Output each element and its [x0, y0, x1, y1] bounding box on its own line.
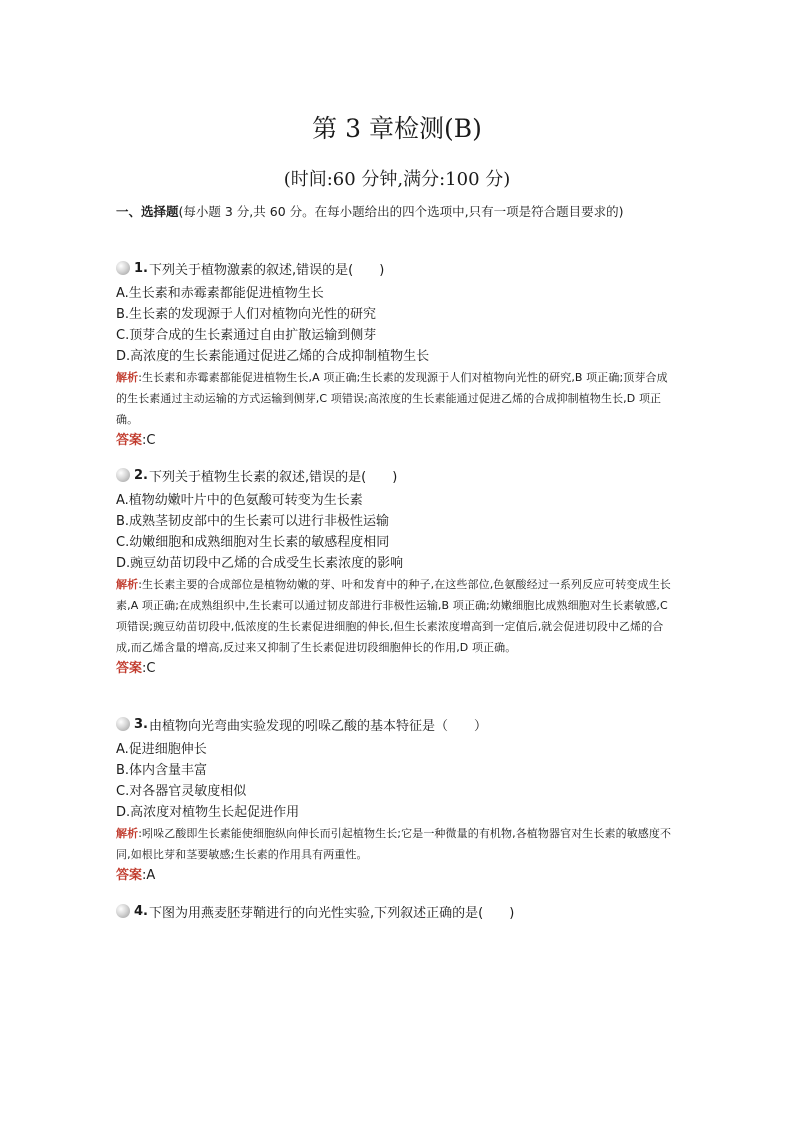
section-heading	[116, 202, 676, 222]
answer-label: 答案	[116, 868, 143, 883]
option-b: B.体内含量丰富	[116, 763, 208, 778]
analysis-text: :吲哚乙酸即生长素能使细胞纵向伸长而引起植物生长;它是一种微量的有机物,各植物器官对生长素的敏感度不同,如根比芽和茎要敏感;生长素的作用具有两重性。	[116, 827, 672, 861]
question-number: 1.	[134, 260, 148, 276]
section-instructions: (每小题 3 分,共 60 分。在每小题给出的四个选项中,只有一项是符合题目要求的)	[178, 204, 624, 219]
option-a: A.生长素和赤霉素都能促进植物生长	[116, 286, 324, 301]
option-c: C.对各器官灵敏度相似	[116, 784, 247, 799]
option-d: D.高浓度的生长素能通过促进乙烯的合成抑制植物生长	[116, 349, 430, 364]
option-d: D.豌豆幼苗切段中乙烯的合成受生长素浓度的影响	[116, 556, 404, 571]
question-stem	[116, 900, 676, 922]
option-b: B.生长素的发现源于人们对植物向光性的研究	[116, 307, 377, 322]
analysis	[116, 367, 676, 430]
question-2	[116, 464, 676, 679]
question-4	[116, 900, 676, 922]
question-bullet-icon	[116, 261, 130, 275]
analysis-text: :生长素和赤霉素都能促进植物生长,A 项正确;生长素的发现源于人们对植物向光性的研究,B 项正确;顶芽合成的生长素通过主动运输的方式运输到侧芽,C 项错误;高浓度的生长素能通过促进乙烯的合成抑制植物生长,D 项正确。	[116, 371, 668, 426]
question-stem	[116, 464, 676, 486]
option-a: A.植物幼嫩叶片中的色氨酸可转变为生长素	[116, 493, 363, 508]
analysis	[116, 574, 676, 658]
question-text: 下图为用燕麦胚芽鞘进行的向光性实验,下列叙述正确的是( )	[148, 905, 515, 921]
answer-value: :C	[142, 433, 156, 448]
analysis-label: 解析	[116, 371, 139, 384]
option-b: B.成熟茎韧皮部中的生长素可以进行非极性运输	[116, 514, 390, 529]
answer	[116, 658, 676, 679]
question-bullet-icon	[116, 904, 130, 918]
answer-label: 答案	[116, 661, 143, 676]
question-number: 2.	[134, 467, 148, 483]
analysis-label: 解析	[116, 827, 139, 840]
section-title: 一、选择题	[116, 204, 179, 219]
page-title: 第 3 章检测(B)	[312, 114, 482, 143]
question-1	[116, 257, 676, 451]
question-text: 由植物向光弯曲实验发现的吲哚乙酸的基本特征是（ ）	[148, 718, 487, 734]
question-number: 3.	[134, 716, 148, 732]
options-list	[116, 490, 676, 574]
answer-label: 答案	[116, 433, 143, 448]
question-number: 4.	[134, 903, 148, 919]
options-list	[116, 283, 676, 367]
option-c: C.幼嫩细胞和成熟细胞对生长素的敏感程度相同	[116, 535, 390, 550]
analysis-text: :生长素主要的合成部位是植物幼嫩的芽、叶和发育中的种子,在这些部位,色氨酸经过一系列反应可转变成生长素,A 项正确;在成熟组织中,生长素可以通过韧皮部进行非极性运输,B 项正确;幼嫩细胞比成熟细胞对生长素敏感,C 项错误;豌豆幼苗切段中,低浓度的生长素促进细胞的伸长,但生长素浓度增高到一定值后,就会促进切段中乙烯的合成,而乙烯含量的增高,反过来又抑制了生长素促进切段细胞伸长的作用,D 项正确。	[116, 578, 671, 654]
question-stem	[116, 713, 676, 735]
question-bullet-icon	[116, 468, 130, 482]
option-a: A.促进细胞伸长	[116, 742, 207, 757]
options-list	[116, 739, 676, 823]
option-c: C.顶芽合成的生长素通过自由扩散运输到侧芽	[116, 328, 377, 343]
answer-value: :C	[142, 661, 156, 676]
answer-value: :A	[142, 868, 156, 883]
exam-info: (时间:60 分钟,满分:100 分)	[283, 169, 511, 190]
question-text: 下列关于植物生长素的叙述,错误的是( )	[148, 469, 398, 485]
question-3	[116, 713, 676, 886]
question-text: 下列关于植物激素的叙述,错误的是( )	[148, 262, 385, 278]
answer	[116, 430, 676, 451]
question-stem	[116, 257, 676, 279]
answer	[116, 865, 676, 886]
analysis	[116, 823, 676, 865]
option-d: D.高浓度对植物生长起促进作用	[116, 805, 300, 820]
analysis-label: 解析	[116, 578, 139, 591]
question-bullet-icon	[116, 717, 130, 731]
